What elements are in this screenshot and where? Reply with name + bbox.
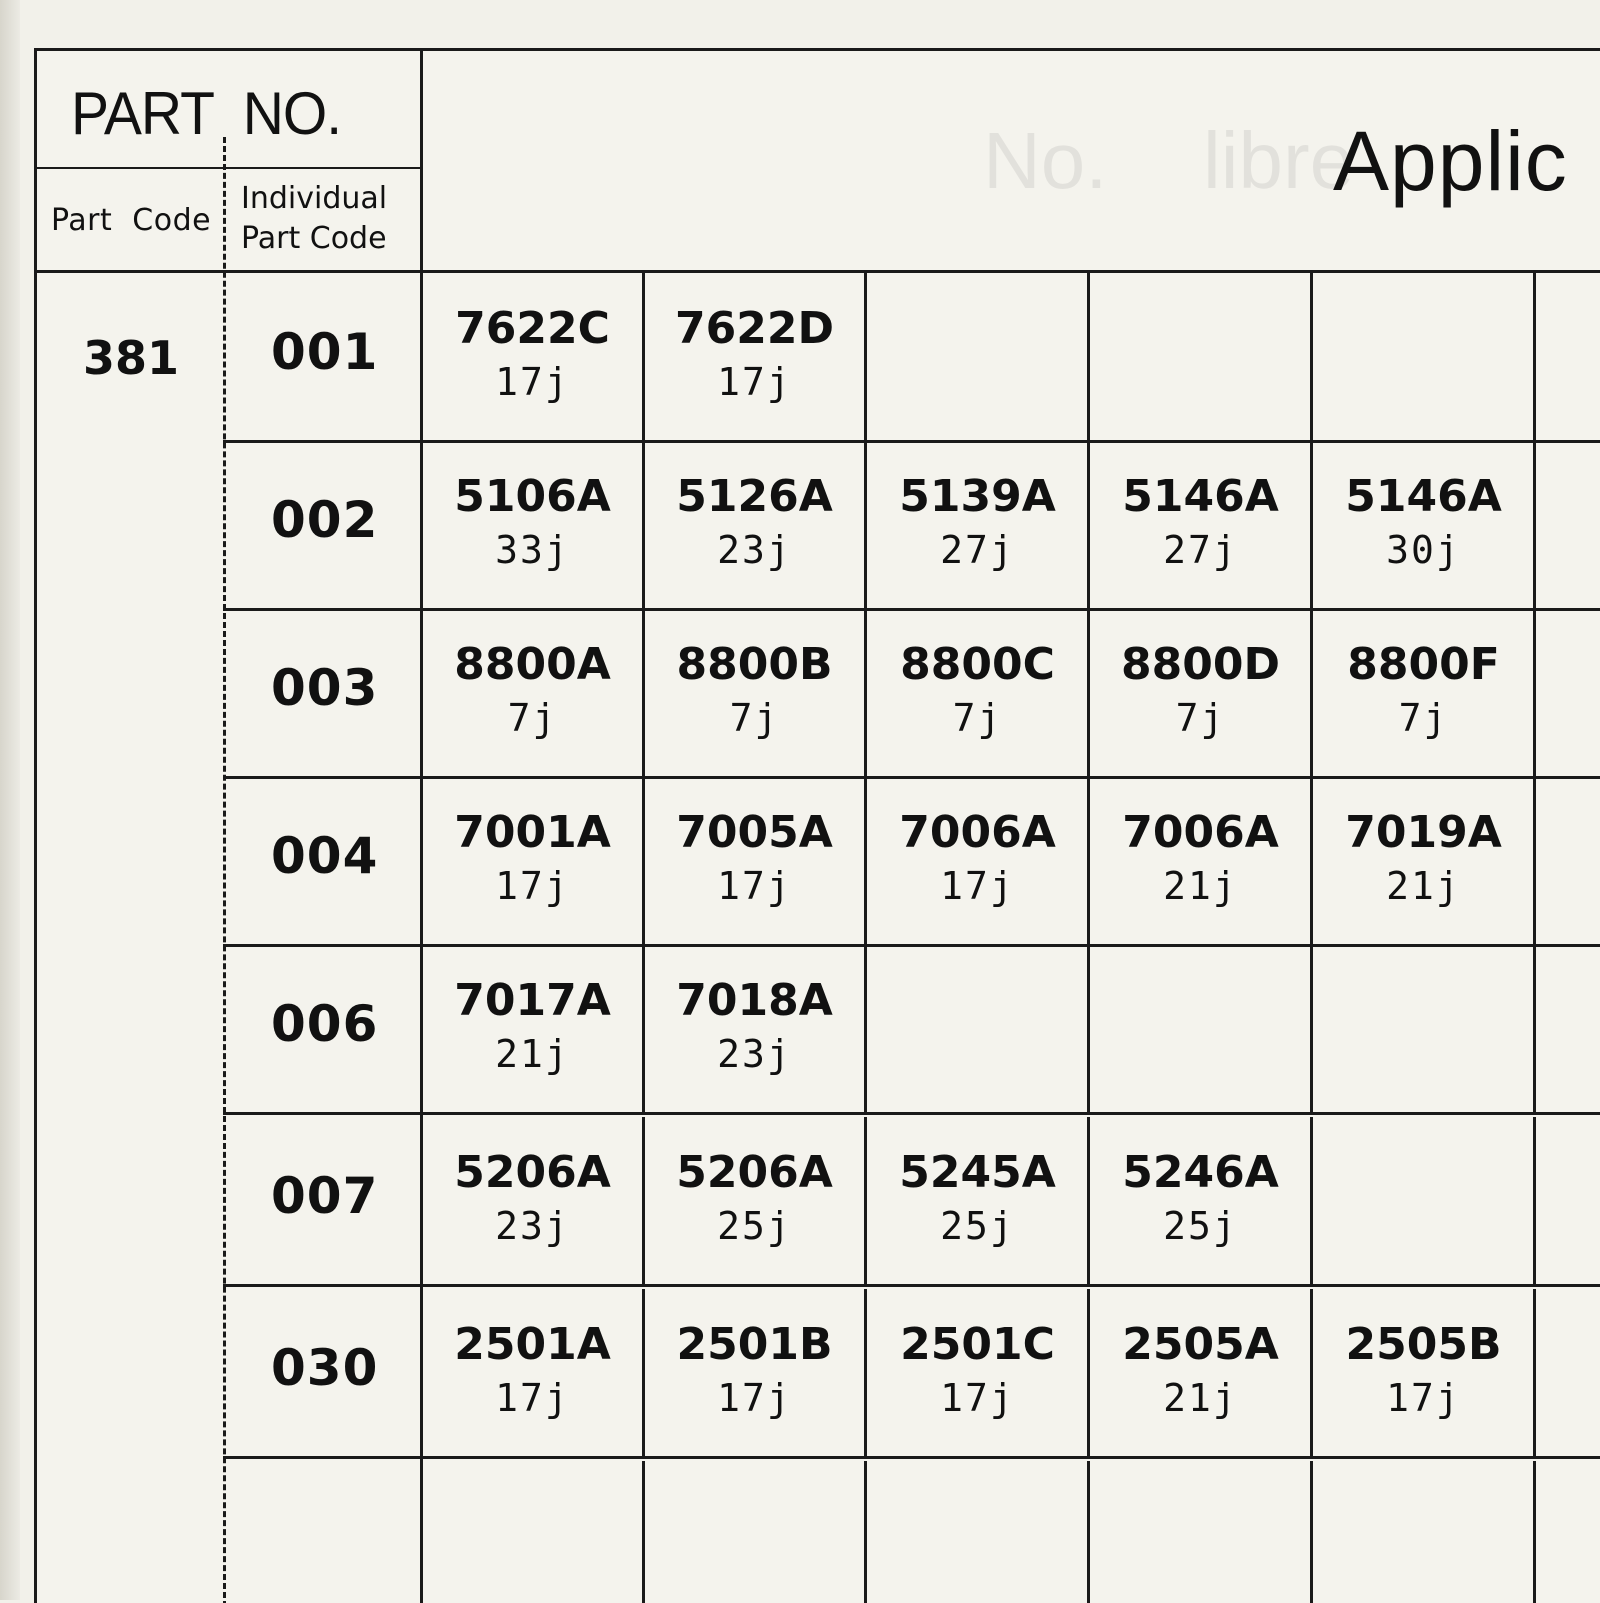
caliber-number: 5206A	[676, 1147, 833, 1198]
header-divider	[37, 167, 423, 169]
jewel-count: 17j	[717, 864, 792, 908]
caliber-number: 7006A	[1122, 807, 1279, 858]
table-row	[223, 609, 1600, 779]
jewel-count: 17j	[940, 864, 1015, 908]
caliber-cell	[645, 1289, 867, 1456]
caliber-number: 8800D	[1121, 639, 1280, 690]
caliber-cell	[868, 777, 1090, 944]
caliber-number: 7017A	[454, 975, 611, 1026]
table-row	[223, 273, 1600, 443]
caliber-number: 5106A	[454, 471, 611, 522]
caliber-cell	[868, 945, 1090, 1112]
jewel-count: 25j	[940, 1204, 1015, 1248]
jewel-count: 23j	[717, 528, 792, 572]
caliber-cell	[1091, 273, 1313, 440]
caliber-cell	[645, 609, 867, 776]
individual-part-code: 007	[271, 1167, 379, 1225]
caliber-cell	[1314, 441, 1536, 608]
caliber-cell	[423, 777, 645, 944]
jewel-count: 21j	[1163, 1376, 1238, 1420]
caliber-cell	[645, 1461, 867, 1603]
part-code-value: 381	[83, 331, 180, 385]
caliber-cell	[645, 945, 867, 1112]
caliber-cell	[1091, 1117, 1313, 1284]
caliber-number: 2505B	[1345, 1319, 1502, 1370]
jewel-count: 23j	[495, 1204, 570, 1248]
jewel-count: 17j	[717, 1376, 792, 1420]
caliber-cell	[645, 1117, 867, 1284]
individual-part-code: 030	[271, 1339, 379, 1397]
applicable-header	[423, 51, 1600, 273]
caliber-cell	[1314, 1289, 1536, 1456]
individual-heading-line1: Individual	[241, 181, 388, 216]
jewel-count: 7j	[729, 696, 780, 740]
jewel-count: 27j	[940, 528, 1015, 572]
individual-part-code: 003	[271, 659, 379, 717]
part-code-heading: Part Code	[51, 203, 212, 238]
jewel-count: 33j	[495, 528, 570, 572]
caliber-cell	[423, 609, 645, 776]
table-row	[223, 1289, 1600, 1459]
caliber-cell	[423, 945, 645, 1112]
individual-part-code: 004	[271, 827, 379, 885]
jewel-count: 25j	[1163, 1204, 1238, 1248]
table-row	[223, 945, 1600, 1115]
caliber-number: 2505A	[1122, 1319, 1279, 1370]
jewel-count: 21j	[1163, 864, 1238, 908]
caliber-number: 7005A	[676, 807, 833, 858]
caliber-number: 8800F	[1347, 639, 1500, 690]
caliber-cell	[1314, 273, 1536, 440]
caliber-cell	[1091, 1461, 1313, 1603]
caliber-cell	[1091, 1289, 1313, 1456]
caliber-cell	[1314, 945, 1536, 1112]
jewel-count: 25j	[717, 1204, 792, 1248]
caliber-cell	[868, 1461, 1090, 1603]
parts-table	[34, 48, 1600, 1603]
caliber-number: 5139A	[899, 471, 1056, 522]
caliber-cell	[868, 1117, 1090, 1284]
caliber-cell	[868, 273, 1090, 440]
caliber-cell	[1091, 441, 1313, 608]
jewel-count: 27j	[1163, 528, 1238, 572]
caliber-number: 2501B	[676, 1319, 833, 1370]
individual-part-code: 001	[271, 323, 379, 381]
caliber-cell	[1091, 945, 1313, 1112]
caliber-number: 5146A	[1122, 471, 1279, 522]
jewel-count: 17j	[940, 1376, 1015, 1420]
table-row	[223, 1117, 1600, 1287]
caliber-cell	[645, 777, 867, 944]
caliber-cell	[868, 609, 1090, 776]
jewel-count: 17j	[495, 864, 570, 908]
jewel-count: 7j	[952, 696, 1003, 740]
caliber-cell	[868, 441, 1090, 608]
caliber-cell	[423, 273, 645, 440]
caliber-cell	[423, 441, 645, 608]
caliber-number: 5146A	[1345, 471, 1502, 522]
part-no-title: PART NO.	[71, 80, 342, 147]
table-row	[223, 777, 1600, 947]
caliber-number: 7622C	[455, 303, 610, 354]
jewel-count: 17j	[495, 1376, 570, 1420]
page-edge	[0, 0, 20, 1600]
table-row	[223, 441, 1600, 611]
caliber-cell	[1091, 777, 1313, 944]
part-no-header	[37, 51, 423, 273]
jewel-count: 23j	[717, 1032, 792, 1076]
caliber-number: 7018A	[676, 975, 833, 1026]
caliber-cell	[868, 1289, 1090, 1456]
caliber-number: 7019A	[1345, 807, 1502, 858]
jewel-count: 17j	[717, 360, 792, 404]
applicable-heading: Applic	[1333, 114, 1568, 208]
jewel-count: 30j	[1386, 528, 1461, 572]
caliber-cell	[1314, 1117, 1536, 1284]
jewel-count: 7j	[1175, 696, 1226, 740]
jewel-count: 7j	[1398, 696, 1449, 740]
caliber-cell	[423, 1289, 645, 1456]
caliber-number: 8800C	[900, 639, 1055, 690]
jewel-count: 21j	[1386, 864, 1461, 908]
table-row	[223, 1461, 1600, 1603]
individual-part-code: 002	[271, 491, 379, 549]
caliber-number: 5245A	[899, 1147, 1056, 1198]
caliber-number: 2501A	[454, 1319, 611, 1370]
individual-part-code-heading	[241, 179, 387, 259]
caliber-number: 5126A	[676, 471, 833, 522]
individual-heading-line2: Part Code	[241, 221, 387, 256]
individual-part-code: 006	[271, 995, 379, 1053]
caliber-cell	[1314, 777, 1536, 944]
caliber-number: 7006A	[899, 807, 1056, 858]
caliber-number: 2501C	[900, 1319, 1055, 1370]
caliber-number: 8800B	[676, 639, 833, 690]
caliber-cell	[1091, 609, 1313, 776]
caliber-number: 8800A	[454, 639, 611, 690]
jewel-count: 17j	[495, 360, 570, 404]
caliber-number: 5206A	[454, 1147, 611, 1198]
jewel-count: 21j	[495, 1032, 570, 1076]
show-through-text: No.	[983, 116, 1108, 205]
caliber-cell	[645, 273, 867, 440]
caliber-number: 7001A	[454, 807, 611, 858]
jewel-count: 17j	[1386, 1376, 1461, 1420]
caliber-cell	[1314, 1461, 1536, 1603]
caliber-number: 7622D	[675, 303, 834, 354]
caliber-cell	[645, 441, 867, 608]
caliber-number: 5246A	[1122, 1147, 1279, 1198]
show-through-text: libre	[1203, 116, 1355, 205]
caliber-cell	[423, 1117, 645, 1284]
caliber-cell	[423, 1461, 645, 1603]
caliber-cell	[1314, 609, 1536, 776]
jewel-count: 7j	[507, 696, 558, 740]
